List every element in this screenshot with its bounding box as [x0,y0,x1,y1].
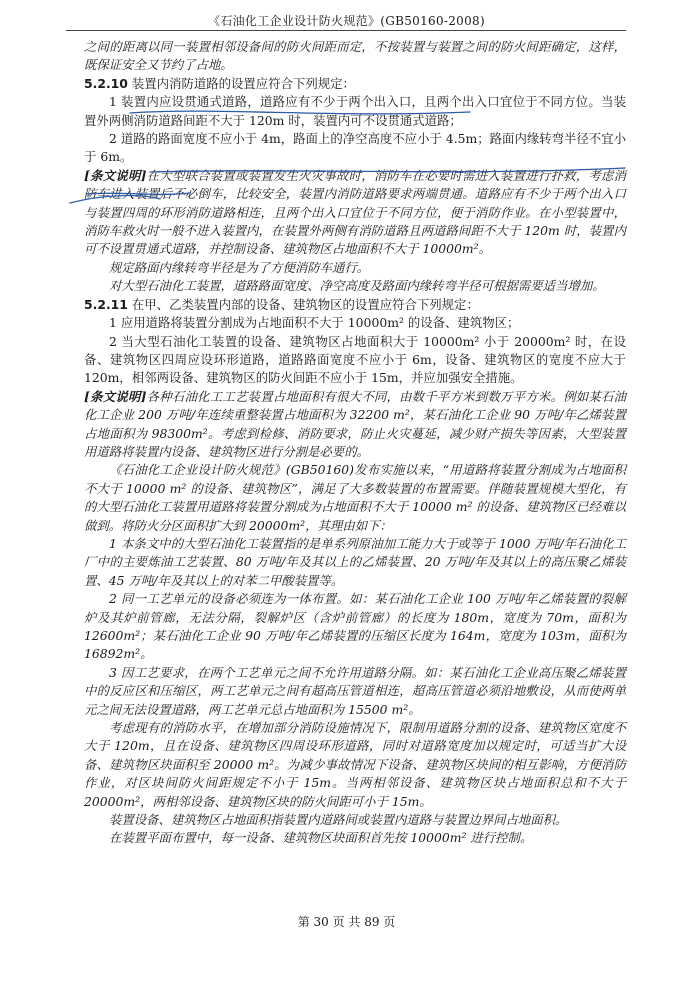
page-header: 《石油化工企业设计防火规范》(GB50160-2008) [208,14,485,28]
clause-paragraph [84,75,626,93]
explanation-paragraph: 1 本条文中的大型石油化工装置指的是单系列原油加工能力大于或等于 1000 万吨/年石油化工厂中的主要炼油工艺装置、80 万吨/年及其以上的乙烯装置、20 万吨/年及其以上的高压聚乙烯装置、45 万吨/年及其以上的对苯二甲酸装置等。 [84,535,626,588]
explanation-tag: [条文说明] [84,388,147,404]
explanation-paragraph: 规定路面内缘转弯半径是为了方便消防车通行。 [109,259,370,275]
clause-explanation [84,167,626,259]
clause-explanation [84,388,626,462]
document-body [84,38,626,848]
explanation-paragraph: 在装置平面布置中，每一设备、建筑物区块面积首先按 10000m² 进行控制。 [109,830,533,846]
explanation-paragraph: 之间的距离以同一装置相邻设备间的防火间距而定，不按装置与装置之间的防火间距确定，这样，既保证安全又节约了占地。 [84,39,626,73]
explanation-paragraph: 考虑现有的消防水平，在增加部分消防设施情况下，限制用道路分割的设备、建筑物区宽度不大于 120m，且在设备、建筑物区四周设环形道路，同时对道路宽度加以规定时，可适当扩大设备、建筑物区块面积至 20000 m²。为减少事故情况下设备、建筑物区块间的相互影响，方便消防作业，对区块间防火间距规定不小于 15m。当两相邻设备、建筑物区块占地面积总和不大于 20000m²，两相邻设备、建筑物区块的防火间距可小于 15m。 [84,720,626,809]
explanation-text: 各种石油化工工艺装置占地面积有很大不同，由数千平方米到数万平方米。例如某石油化工企业 200 万吨/年连续重整装置占地面积为 32200 m²，某石油化工企业 90 万吨/年乙烯装置占地面积为 98300m²。考虑到检修、消防要求，防止火灾蔓延，减少财产损失等因素，大型装置用道路将装置内设备、建筑物区进行分割是必要的。 [84,388,626,459]
provision-item: 1 应用道路将装置分割成为占地面积不大于 10000m² 的设备、建筑物区； [109,315,520,331]
explanation-paragraph: 装置设备、建筑物区占地面积指装置内道路间或装置内道路与装置边界间占地面积。 [109,812,568,828]
clause-text: 装置内消防道路的设置应符合下列规定： [131,75,355,91]
provision-item: 2 当大型石油化工装置的设备、建筑物区占地面积大于 10000m² 小于 20000m² 时，在设备、建筑物区四周应设环形道路，道路路面宽度不应小于 6m，设备、建筑物区的宽度不应大于 120m，相邻两设备、建筑物区的防火间距不应小于 15m，并应加强安全措施。 [84,333,626,386]
explanation-paragraph: 《石油化工企业设计防火规范》(GB50160)发布实施以来，“用道路将装置分割成为占地面积不大于 10000 m² 的设备、建筑物区”，满足了大多数装置的布置需要。伴随装置规模大型化，有的大型石油化工装置用道路将装置分割成为占地面积不大于 10000 m² 的设备、建筑物区已经难以做到。将防火分区面积扩大到 20000m²，其理由如下： [84,462,626,533]
clause-number: 5.2.11 [84,296,128,312]
clause-number: 5.2.10 [84,75,128,91]
provision-item: 1 装置内应设贯通式道路，道路应有不少于两个出入口，且两个出入口宜位于不同方位。当装置外两侧消防道路间距不大于 120m 时，装置内可不设贯通式道路； [84,94,626,128]
page-footer: 第 30 页 共 89 页 [297,915,396,929]
explanation-paragraph: 3 因工艺要求，在两个工艺单元之间不允许用道路分隔。如：某石油化工企业高压聚乙烯装置中的反应区和压缩区，两工艺单元之间有超高压管道相连，超高压管道必须沿地敷设，从而使两单元之间无法设置道路，两工艺单元总占地面积为 15500 m²。 [84,664,626,717]
explanation-text: 在大型联合装置或装置发生火灾事故时，消防车在必要时需进入装置进行扑救，考虑消防车进入装置后不必倒车，比较安全，装置内消防道路要求两端贯通。道路应有不少于两个出入口与装置四周的环形消防道路相连，且两个出入口宜位于不同方位，便于消防作业。在小型装置中，消防车救火时一般不进入装置内，在装置外两侧有消防道路且两道路间距不大于 120m 时，装置内可不设置贯通式道路，并控制设备、建筑物区占地面积不大于 10000m²。 [84,167,626,257]
clause-paragraph [84,296,626,314]
provision-item: 2 道路的路面宽度不应小于 4m，路面上的净空高度不应小于 4.5m；路面内缘转弯半径不宜小于 6m。 [84,131,626,165]
explanation-paragraph: 对大型石油化工装置，道路路面宽度、净空高度及路面内缘转弯半径可根据需要适当增加。 [109,278,605,294]
explanation-tag: [条文说明] [84,167,147,183]
header-rule [66,30,626,31]
explanation-paragraph: 2 同一工艺单元的设备必须连为一体布置。如：某石油化工企业 100 万吨/年乙烯装置的裂解炉及其炉前管廊，无法分隔，裂解炉区（含炉前管廊）的长度为 180m，宽度为 70m，面积为 12600m²；某石油化工企业 90 万吨/年乙烯装置的压缩区长度为 164m，宽度为 103m，面积为 16892m²。 [84,591,626,662]
clause-text: 在甲、乙类装置内部的设备、建筑物区的设置应符合下列规定： [131,296,479,312]
